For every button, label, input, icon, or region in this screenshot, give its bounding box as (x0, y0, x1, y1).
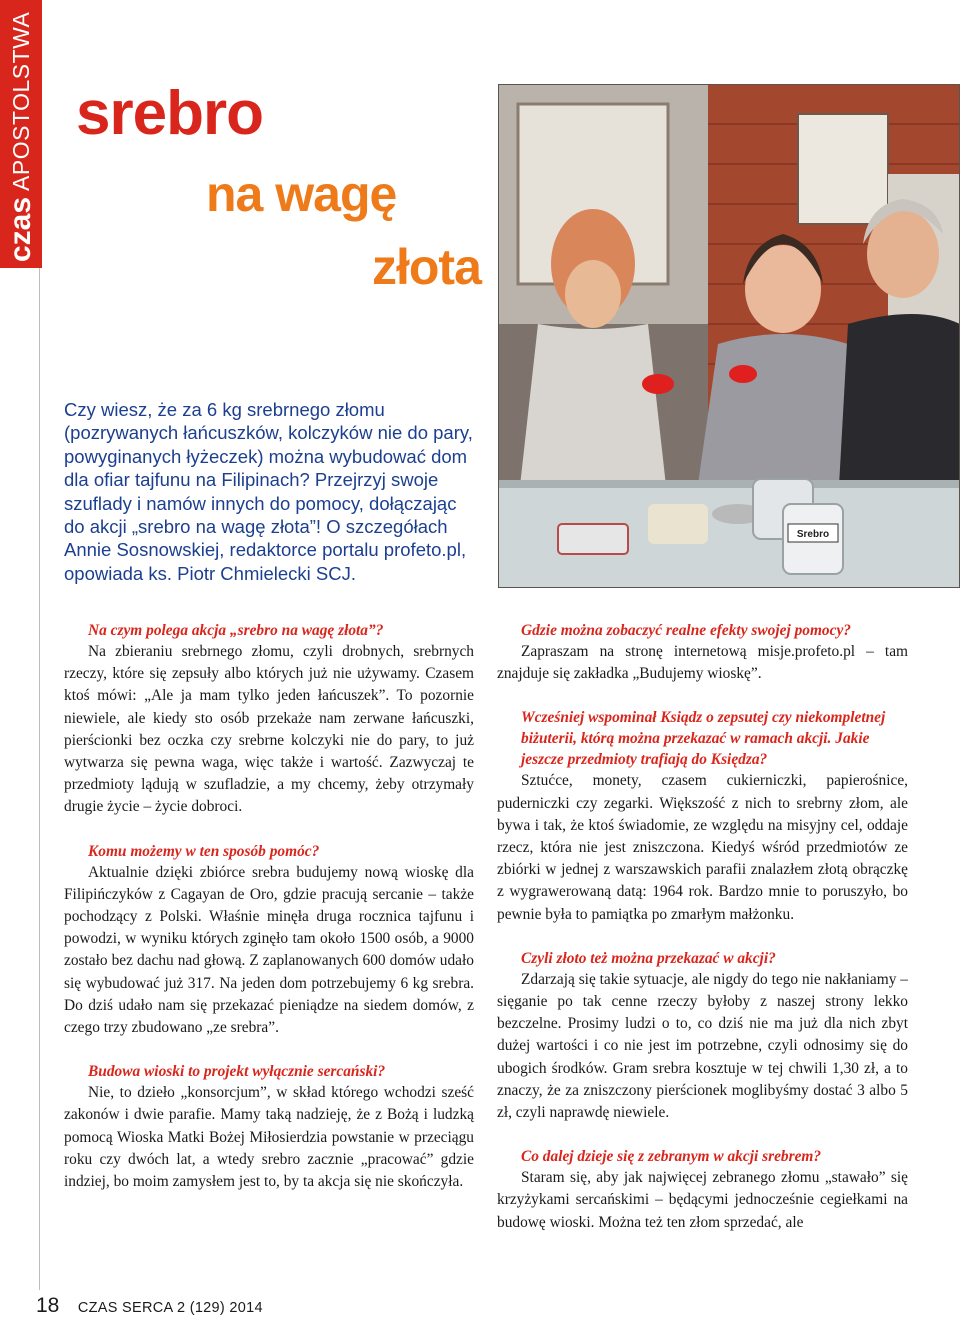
question-heading: Komu możemy w ten sposób pomóc? (88, 842, 320, 860)
article-title-line-2: na wagę (206, 166, 397, 222)
question-heading: Co dalej dzieje się z zebranym w akcji srebrem? (521, 1148, 822, 1166)
question-heading: Gdzie można zobaczyć realne efekty swojej pomocy? (521, 622, 851, 639)
vertical-rule (39, 268, 40, 1290)
question-heading: Wcześniej wspominał Ksiądz o zepsutej czy niekompletnej biżuterii, którą można przekazać w ramach akcji. Jakie jeszcze przedmioty trafiają do Księdza? (521, 709, 886, 769)
question-heading: Czyli złoto też można przekazać w akcji? (521, 949, 776, 967)
photo-illustration (498, 84, 960, 588)
magazine-issue: CZAS SERCA 2 (129) 2014 (77, 1300, 263, 1316)
article-title-line-3: złota (372, 239, 481, 295)
answer-paragraph: Zapraszam na stronę internetową misje.profeto.pl – tam znajduje się zakładka „Budujemy wioskę”. (497, 643, 908, 683)
answer-paragraph: Na zbieraniu srebrnego złomu, czyli drobnych, srebrnych rzeczy, które się zepsuły albo których już nie używamy. Czasem ktoś mówi: „Ale ja mam tylko jeden łańcuszek”. To pozornie niewiele, ale kiedy sto osób przekaże nam zerwane łańcuszki, pierścionki bez oczka czy srebrne kolczyki nie do pary, to już wytwarza się pewna waga, więc także i wartość. Zazwyczaj te przedmioty lądują w szufladzie, a my chcemy, żeby otrzymały drugie życie – życie dobroci. (64, 643, 474, 816)
answer-paragraph: Zdarzają się takie sytuacje, ale nigdy do tego nie nakłaniamy – sięganie po tak cenne rzeczy byłoby z naszej strony lekko bezczelne. Prosimy ludzi o to, co dziś nie ma już dla nich zbyt dużej wartości i co nie jest im potrzebne, czyli odnosimy się do ubogich środków. Gram srebra kosztuje w tej chwili 1,30 zł, a to znaczy, że za zniszczony pierścionek moglibyśmy dostać 3 albo 5 zł, czyli naprawdę niewiele. (497, 970, 908, 1122)
question-heading: Na czym polega akcja „srebro na wagę złota”? (88, 622, 384, 639)
answer-paragraph: Aktualnie dzięki zbiórce srebra budujemy nową wioskę dla Filipińczyków z Cagayan de Oro, gdzie pracują sercanie – także pochodzący z Polski. Właśnie minęła druga rocznica tajfunu i powodzi, w wyniku których zginęło tam około 1500 osób, a 9000 zostało bez dachu nad głową. Z zaplanowanych 600 domów udało się wybudować już 317. Na jeden dom potrzebujemy 6 kg srebra. Do dziś udało nam się przekazać pieniądze na siedem domów, z czego trzy zbudowano „ze srebra”. (64, 863, 474, 1037)
section-label (0, 0, 42, 268)
answer-paragraph: Sztućce, monety, czasem cukierniczki, papierośnice, puderniczki czy zegarki. Większość z nich to srebrny złom, ale bywa i tak, że ktoś świadomie, ze względu na misyjny cel, oddaje rzecz, która nie jest zniszczona. Kiedyś wśród przedmiotów ze zbiórki w jednej z warszawskich parafii znalazłem złotą obrączkę z wygrawerowaną datą: 1964 rok. Bardzo mnie to poruszyło, bo pewnie była to pamiątka po zmarłym małżonku. (497, 772, 908, 923)
question-heading: Budowa wioski to projekt wyłącznie sercański? (88, 1063, 386, 1081)
answer-paragraph: Staram się, aby jak najwięcej zebranego złomu „stawało” się krzyżykami sercańskimi – będącymi jednocześnie cegiełkami na budowę wioski. Można też ten złom sprzedać, ale (497, 1169, 908, 1231)
page-number: 18 (36, 1294, 60, 1317)
article-lead: Czy wiesz, że za 6 kg srebrnego złomu (pozrywanych łańcuszków, kolczyków nie do pary, powyginanych łyżeczek) można wybudować dom dla ofiar tajfunu na Filipinach? Przejrzyj swoje szuflady i namów innych do pomocy, dołączając do akcji „srebro na wagę złota”! O szczegółach Annie Sosnowskiej, redaktorce portalu profeto.pl, opowiada ks. Piotr Chmielecki SCJ. (64, 399, 473, 584)
article-title-line-1: srebro (76, 79, 263, 148)
left-column (64, 620, 474, 1215)
section-name: APOSTOLSTWA (7, 11, 34, 191)
answer-paragraph: Nie, to dzieło „konsorcjum”, w skład którego wchodzi sześć zakonów i dwie parafie. Mamy taką nadzieję, że z Bożą i ludzką pomocą Wioska Matki Bożej Miłosierdzia powstanie w przeciągu roku czy dwóch lat, a wtedy srebro zacznie „pracować” gdzie indziej, bo moim zamysłem jest to, by ta akcja się nie skończyła. (64, 1084, 474, 1191)
page-footer (36, 1294, 263, 1318)
section-brand: czas (4, 196, 37, 262)
article-photo (498, 84, 960, 588)
right-column (497, 620, 908, 1256)
jar-label: Srebro (796, 529, 830, 540)
